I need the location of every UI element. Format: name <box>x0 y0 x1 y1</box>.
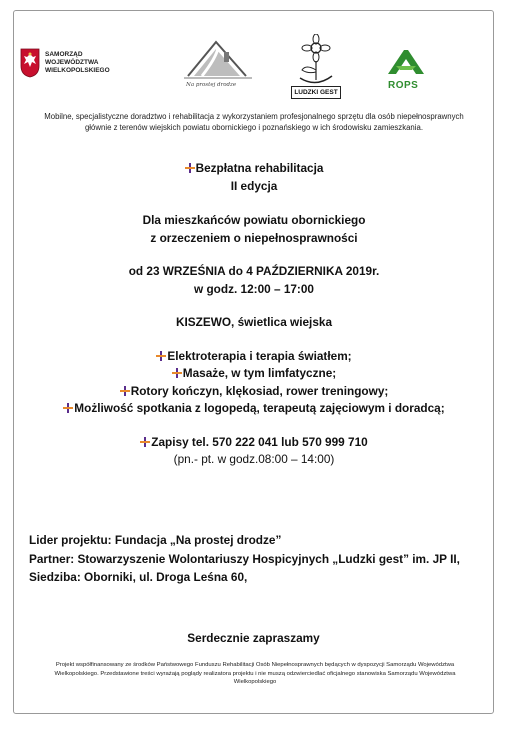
funding-disclaimer: Projekt współfinansowany ze środków Państwowego Funduszu Rehabilitacji Osób Niepełnosprawnych będących w dyspozycji Samorządu Województwa Wielkopolskiego. Przedstawione treści wyrażają poglądy realizatora projektu i nie muszą odzwierciedlać oficjalnego stanowiska Samorządu Województwa Wielkopolskiego <box>54 662 456 686</box>
bullet-icon <box>172 368 182 378</box>
main-announcement <box>20 160 488 469</box>
bullet-icon <box>185 163 195 173</box>
target-line-2: z orzeczeniem o niepełnosprawności <box>150 230 358 245</box>
partner: Partner: Stowarzyszenie Wolontariuszy Hospicyjnych „Ludzki gest” im. JP II, <box>29 551 460 566</box>
service-item: Możliwość spotkania z logopedą, terapeutą zajęciowym i doradcą; <box>20 400 488 418</box>
fundacja-logo-text: Na prostej drodze <box>186 82 237 88</box>
service-item: Masaże, w tym limfatyczne; <box>20 365 488 383</box>
eagle-shield-icon <box>20 48 40 78</box>
registration-hours: (pn.- pt. w godz.08:00 – 14:00) <box>173 452 335 466</box>
leader: Lider projektu: Fundacja „Na prostej drodze” <box>29 533 282 547</box>
rops-logo-text: ROPS <box>388 80 419 91</box>
service-item: Elektroterapia i terapia światłem; <box>20 348 488 366</box>
ludzki-gest-logo <box>286 34 346 100</box>
flower-hand-icon <box>286 34 346 88</box>
bullet-icon <box>156 351 166 361</box>
samorzad-logo-text: SAMORZĄD WOJEWÓDZTWA WIELKOPOLSKIEGO <box>45 51 110 74</box>
intro-text: Mobilne, specjalistyczne doradztwo i rehabilitacja z wykorzystaniem profesjonalnego sprzętu dla osób niepełnosprawnych głównie z terenów wiejskich powiatu obornickiego i poznańskiego w ich środowisku zamieszkania. <box>44 112 464 132</box>
bullet-icon <box>140 437 150 447</box>
title: Bezpłatna rehabilitacja <box>195 161 324 175</box>
invitation: Serdecznie zapraszamy <box>187 631 320 645</box>
registration: Zapisy tel. 570 222 041 lub 570 999 710 <box>20 434 488 452</box>
bullet-icon <box>63 403 73 413</box>
service-item: Rotory kończyn, klękosiad, rower treningowy; <box>20 383 488 401</box>
logo-bar <box>0 34 507 104</box>
seat: Siedziba: Oborniki, ul. Droga Leśna 60, <box>29 570 248 584</box>
rops-arrow-icon <box>386 46 426 80</box>
project-info <box>29 531 479 587</box>
path-house-icon <box>180 34 256 84</box>
edition: II edycja <box>230 178 278 193</box>
location: KISZEWO, świetlica wiejska <box>175 315 333 329</box>
fundacja-logo <box>180 34 256 96</box>
target-line-1: Dla mieszkańców powiatu obornickiego <box>142 213 366 227</box>
hours: w godz. 12:00 – 17:00 <box>194 281 314 296</box>
dates: od 23 WRZEŚNIA do 4 PAŹDZIERNIKA 2019r. <box>128 264 380 278</box>
bullet-icon <box>120 386 130 396</box>
samorzad-logo <box>20 48 135 78</box>
title-line <box>20 160 488 178</box>
rops-logo <box>386 46 426 98</box>
ludzki-gest-logo-text: LUDZKI GEST <box>291 86 341 99</box>
